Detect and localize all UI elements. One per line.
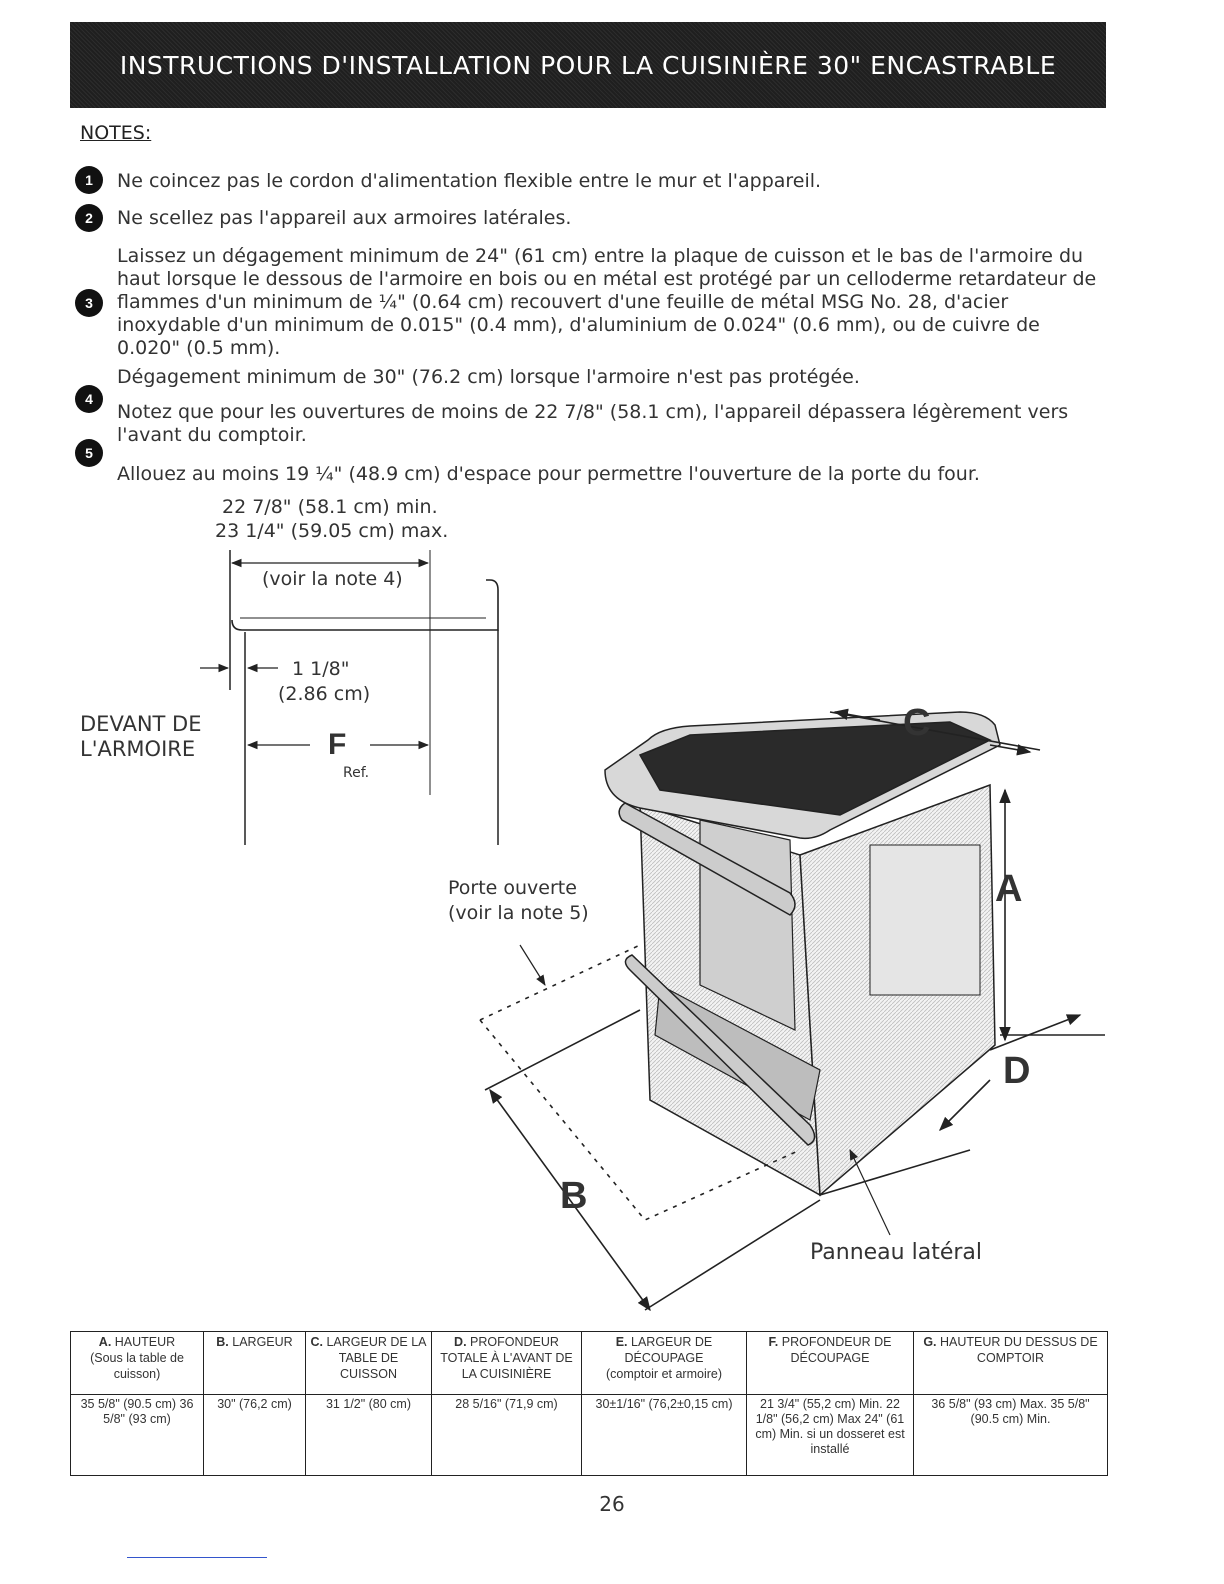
door-open-label-1: Porte ouverte xyxy=(448,877,577,899)
dim-d-line-lower xyxy=(940,1080,990,1130)
header-b: B. LARGEUR xyxy=(204,1332,306,1395)
dim-label-c: C xyxy=(903,702,931,744)
note-5-badge: 5 xyxy=(75,439,103,467)
value-a: 35 5/8" (90.5 cm) 36 5/8" (93 cm) xyxy=(71,1395,204,1476)
side-panel-label: Panneau latéral xyxy=(810,1240,982,1265)
notes-heading: NOTES: xyxy=(80,122,152,144)
note-3-badge: 3 xyxy=(75,289,103,317)
value-f: 21 3/4" (55,2 cm) Min. 22 1/8" (56,2 cm) Max 24" (61 cm) Min. si un dosseret est installé xyxy=(747,1395,914,1476)
header-d: D. PROFONDEUR TOTALE À L'AVANT DE LA CUISINIÈRE xyxy=(432,1332,582,1395)
value-d: 28 5/16" (71,9 cm) xyxy=(432,1395,582,1476)
note-3-text: Laissez un dégagement minimum de 24" (61 cm) entre la plaque de cuisson et le bas de l'armoire du haut lorsque le dessous de l'armoire en bois ou en métal est protégé par un celloderme retardateur de flammes d'un minimum de ¼" (0.64 cm) recouvert d'une feuille de métal MSG No. 28, d'acier inoxydable d'un minimum de 0.015" (0.4 mm), d'aluminium de 0.024" (0.6 mm), ou de cuivre de 0.020" (0.5 mm). xyxy=(117,245,1097,359)
value-b: 30" (76,2 cm) xyxy=(204,1395,306,1476)
note-5-text: Notez que pour les ouvertures de moins de 22 7/8" (58.1 cm), l'appareil dépassera légèrement vers l'avant du comptoir. xyxy=(117,401,1069,446)
door-open-outline-top xyxy=(480,945,640,1020)
note-6-text: Allouez au moins 19 ¼" (48.9 cm) d'espace pour permettre l'ouverture de la porte du four. xyxy=(117,463,980,485)
dimensions-table xyxy=(70,1331,1108,1476)
header-f: F. PROFONDEUR DE DÉCOUPAGE xyxy=(747,1332,914,1395)
table-header-row xyxy=(71,1332,1108,1395)
note-4-text: Dégagement minimum de 30" (76.2 cm) lorsque l'armoire n'est pas protégée. xyxy=(117,366,860,388)
offset-value-label: 1 1/8" xyxy=(292,658,350,680)
header-g: G. HAUTEUR DU DESSUS DE COMPTOIR xyxy=(914,1332,1108,1395)
offset-cm-label: (2.86 cm) xyxy=(278,683,371,705)
cabinet-front-label-2: L'ARMOIRE xyxy=(80,737,196,761)
dim-label-d: D xyxy=(1003,1050,1031,1092)
note4-label: (voir la note 4) xyxy=(262,568,403,590)
note-1-text: Ne coincez pas le cordon d'alimentation flexible entre le mur et l'appareil. xyxy=(117,170,822,192)
header-e: E. LARGEUR DE DÉCOUPAGE (comptoir et armoire) xyxy=(582,1332,747,1395)
dim-label-b: B xyxy=(560,1175,588,1217)
door-open-label-2: (voir la note 5) xyxy=(448,902,589,924)
note-2-badge: 2 xyxy=(75,204,103,232)
dim-label-a: A xyxy=(995,868,1023,910)
page-number: 26 xyxy=(599,1492,625,1516)
note-4-badge: 4 xyxy=(75,385,103,413)
page-title: INSTRUCTIONS D'INSTALLATION POUR LA CUISINIÈRE 30" ENCASTRABLE xyxy=(119,50,1057,80)
note-2-text: Ne scellez pas l'appareil aux armoires latérales. xyxy=(117,207,572,229)
dim-d-line-upper xyxy=(990,1015,1080,1050)
min-width-label: 22 7/8" (58.1 cm) min. xyxy=(222,496,438,518)
table-row xyxy=(71,1395,1108,1476)
value-e: 30±1/16" (76,2±0,15 cm) xyxy=(582,1395,747,1476)
door-pointer xyxy=(520,945,545,985)
value-c: 31 1/2" (80 cm) xyxy=(306,1395,432,1476)
footer-rule xyxy=(127,1557,267,1558)
header-a: A. HAUTEUR (Sous la table de cuisson) xyxy=(71,1332,204,1395)
header-c: C. LARGEUR DE LA TABLE DE CUISSON xyxy=(306,1332,432,1395)
f-label: F xyxy=(328,728,347,761)
side-panel-pointer xyxy=(850,1150,890,1235)
ref-label: Ref. xyxy=(343,765,370,781)
cabinet-front-label-1: DEVANT DE xyxy=(80,712,202,736)
note-1-badge: 1 xyxy=(75,166,103,194)
range-illustration xyxy=(605,712,1000,1195)
max-width-label: 23 1/4" (59.05 cm) max. xyxy=(215,520,449,542)
side-panel-recess xyxy=(870,845,980,995)
value-g: 36 5/8" (93 cm) Max. 35 5/8" (90.5 cm) Min. xyxy=(914,1395,1108,1476)
